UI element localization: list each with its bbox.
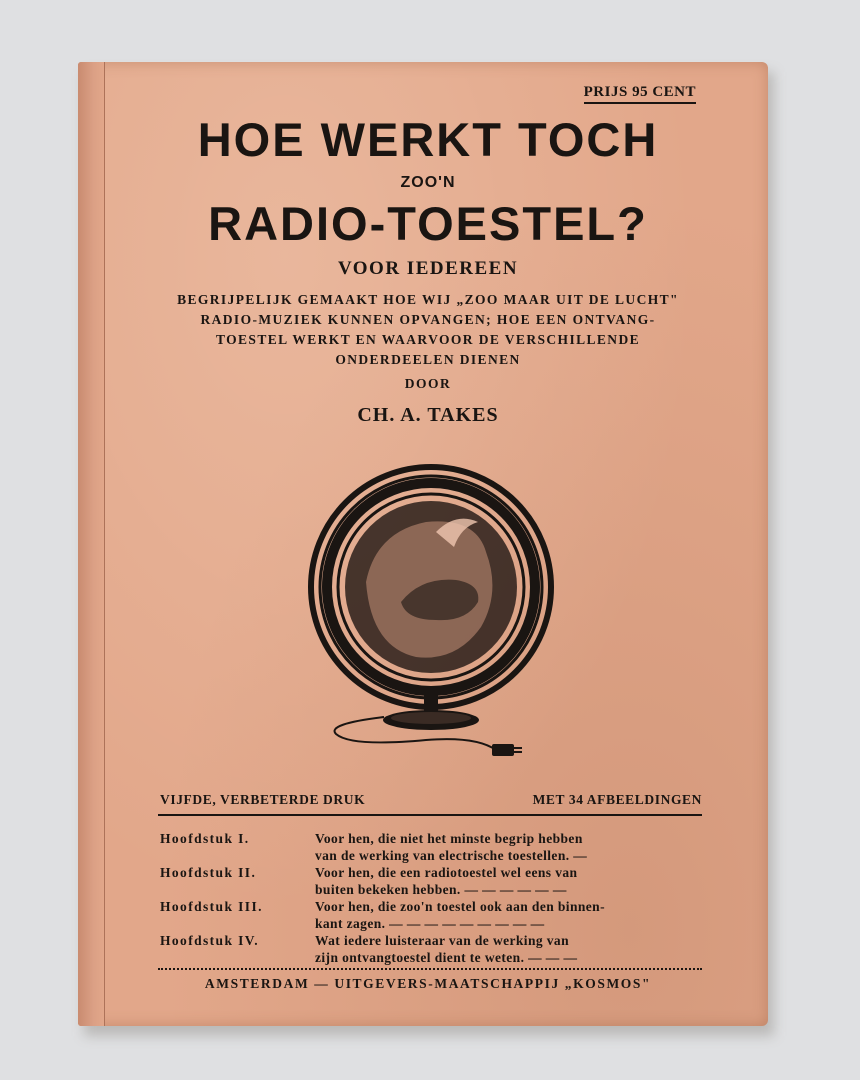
illustrations-count: MET 34 AFBEELDINGEN (532, 792, 702, 807)
title-line-2: RADIO-TOESTEL? (208, 197, 648, 250)
chapter-label: Hoofdstuk III. (160, 899, 263, 914)
chapter-description (315, 864, 705, 898)
chapter-line: Voor hen, die niet het minste begrip hebben (315, 831, 583, 846)
description-line: RADIO-MUZIEK KUNNEN OPVANGEN; HOE EEN ONTVANG- (200, 312, 656, 327)
chapter-line: zijn ontvangtoestel dient te weten. — — — (315, 950, 578, 965)
toc-row (160, 830, 705, 864)
chapter-description (315, 932, 705, 966)
chapter-line: buiten bekeken hebben. — — — — — — (315, 882, 567, 897)
by-label: DOOR (404, 376, 452, 391)
chapter-line: Voor hen, die een radiotoestel wel eens van (315, 865, 578, 880)
author-name: CH. A. TAKES (357, 404, 499, 426)
description-line: TOESTEL WERKT EN WAARVOOR DE VERSCHILLENDE (215, 332, 641, 347)
price-label: PRIJS 95 CENT (584, 84, 696, 104)
loop-antenna-radio-icon (306, 462, 566, 772)
description (138, 290, 718, 370)
table-of-contents (160, 830, 705, 966)
chapter-description (315, 830, 705, 864)
book-spine (78, 62, 105, 1026)
publisher-line: AMSTERDAM — UITGEVERS-MAATSCHAPPIJ „KOSMOS" (204, 976, 652, 991)
title-connector: ZOO'N (400, 174, 456, 191)
toc-row (160, 932, 705, 966)
chapter-label: Hoofdstuk II. (160, 865, 257, 880)
toc-row (160, 898, 705, 932)
chapter-label: Hoofdstuk IV. (160, 933, 259, 948)
chapter-line: Wat iedere luisteraar van de werking van (315, 933, 569, 948)
edition-label: VIJFDE, VERBETERDE DRUK (160, 792, 366, 807)
divider (158, 814, 702, 816)
book-cover (78, 62, 768, 1026)
description-line: ONDERDEELEN DIENEN (335, 352, 521, 367)
chapter-description (315, 898, 705, 932)
description-line: BEGRIJPELIJK GEMAAKT HOE WIJ „ZOO MAAR UIT DE LUCHT" (177, 292, 679, 307)
chapter-label: Hoofdstuk I. (160, 831, 250, 846)
title-line-1: HOE WERKT TOCH (197, 113, 659, 166)
dotted-divider (158, 968, 702, 970)
chapter-line: kant zagen. — — — — — — — — — (315, 916, 545, 931)
toc-row (160, 864, 705, 898)
chapter-line: van de werking van electrische toestellen. — (315, 848, 588, 863)
subtitle: VOOR IEDEREEN (337, 258, 519, 279)
chapter-line: Voor hen, die zoo'n toestel ook aan den binnen- (315, 899, 605, 914)
